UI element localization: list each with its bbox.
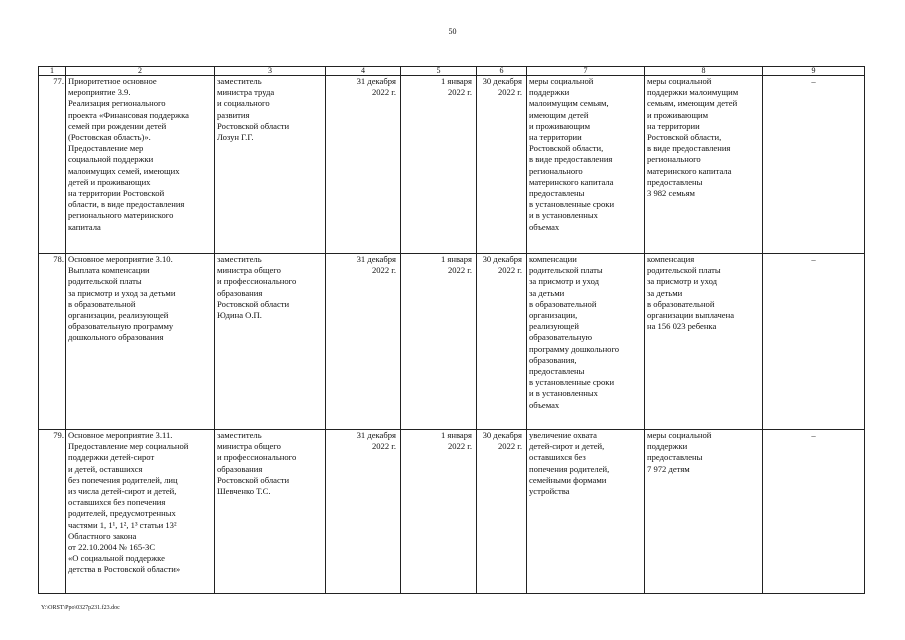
event-description: Приоритетное основное мероприятие 3.9. Реализация регионального проекта «Финансовая поддержка семей при рождении детей (Ростовская область)». Предоставление мер социальной поддержки малоимущих семей, имеющих детей и проживающих на территории Ростовской области, в виде предоставления регионального материнского капитала — [66, 76, 215, 254]
end-date: 30 декабря 2022 г. — [477, 254, 527, 430]
actual-result: компенсация родительской платы за присмотр и уход за детьми в образовательной организации выплачена на 156 023 ребенка — [645, 254, 763, 430]
table-row — [39, 76, 865, 254]
file-path-footer: Y:\ORST\Ppo\0327p231.f23.doc — [41, 605, 120, 611]
table-row — [39, 254, 865, 430]
row-number: 79. — [39, 430, 66, 594]
deviation-reasons: – — [763, 76, 865, 254]
column-number: 8 — [645, 67, 763, 76]
row-number: 77. — [39, 76, 66, 254]
responsible-person: заместитель министра общего и профессионального образования Ростовской области Юдина О.П. — [215, 254, 326, 430]
column-number: 7 — [527, 67, 645, 76]
event-description: Основное мероприятие 3.11. Предоставление мер социальной поддержки детей-сирот и детей, оставшихся без попечения родителей, лиц из числа детей-сирот и детей, оставшихся без попечения родителей, предусмотренных частями 1, 1¹, 1², 1³ статьи 13² Областного закона от 22.10.2004 № 165-ЗС «О социальной поддержке детства в Ростовской области» — [66, 430, 215, 594]
end-date: 30 декабря 2022 г. — [477, 430, 527, 594]
column-number: 1 — [39, 67, 66, 76]
responsible-person: заместитель министра труда и социального развития Ростовской области Лозун Г.Г. — [215, 76, 326, 254]
column-number-row — [39, 67, 865, 76]
actual-result: меры социальной поддержки предоставлены 7 972 детям — [645, 430, 763, 594]
events-table — [38, 66, 865, 594]
control-date: 31 декабря 2022 г. — [326, 254, 401, 430]
column-number: 2 — [66, 67, 215, 76]
table-row — [39, 430, 865, 594]
end-date: 30 декабря 2022 г. — [477, 76, 527, 254]
page-number: 50 — [448, 27, 457, 36]
expected-result: увеличение охвата детей-сирот и детей, оставшихся без попечения родителей, семейными формами устройства — [527, 430, 645, 594]
column-number: 4 — [326, 67, 401, 76]
column-number: 5 — [401, 67, 477, 76]
deviation-reasons: – — [763, 254, 865, 430]
control-date: 31 декабря 2022 г. — [326, 76, 401, 254]
column-number: 3 — [215, 67, 326, 76]
control-date: 31 декабря 2022 г. — [326, 430, 401, 594]
start-date: 1 января 2022 г. — [401, 430, 477, 594]
column-number: 9 — [763, 67, 865, 76]
start-date: 1 января 2022 г. — [401, 254, 477, 430]
expected-result: меры социальной поддержки малоимущим семьям, имеющим детей и проживающим на территории Ростовской области, в виде предоставления регионального материнского капитала предоставлены в установленные сроки и в установленных объемах — [527, 76, 645, 254]
event-description: Основное мероприятие 3.10. Выплата компенсации родительской платы за присмотр и уход за детьми в образовательной организации, реализующей образовательную программу дошкольного образования — [66, 254, 215, 430]
responsible-person: заместитель министра общего и профессионального образования Ростовской области Шевченко Т.С. — [215, 430, 326, 594]
actual-result: меры социальной поддержки малоимущим семьям, имеющим детей и проживающим на территории Ростовской области, в виде предоставления регионального материнского капитала предоставлены 3 982 семьям — [645, 76, 763, 254]
column-number: 6 — [477, 67, 527, 76]
expected-result: компенсации родительской платы за присмотр и уход за детьми в образовательной организации, реализующей образовательную программу дошкольного образования, предоставлены в установленные сроки и в установленных объемах — [527, 254, 645, 430]
deviation-reasons: – — [763, 430, 865, 594]
row-number: 78. — [39, 254, 66, 430]
start-date: 1 января 2022 г. — [401, 76, 477, 254]
